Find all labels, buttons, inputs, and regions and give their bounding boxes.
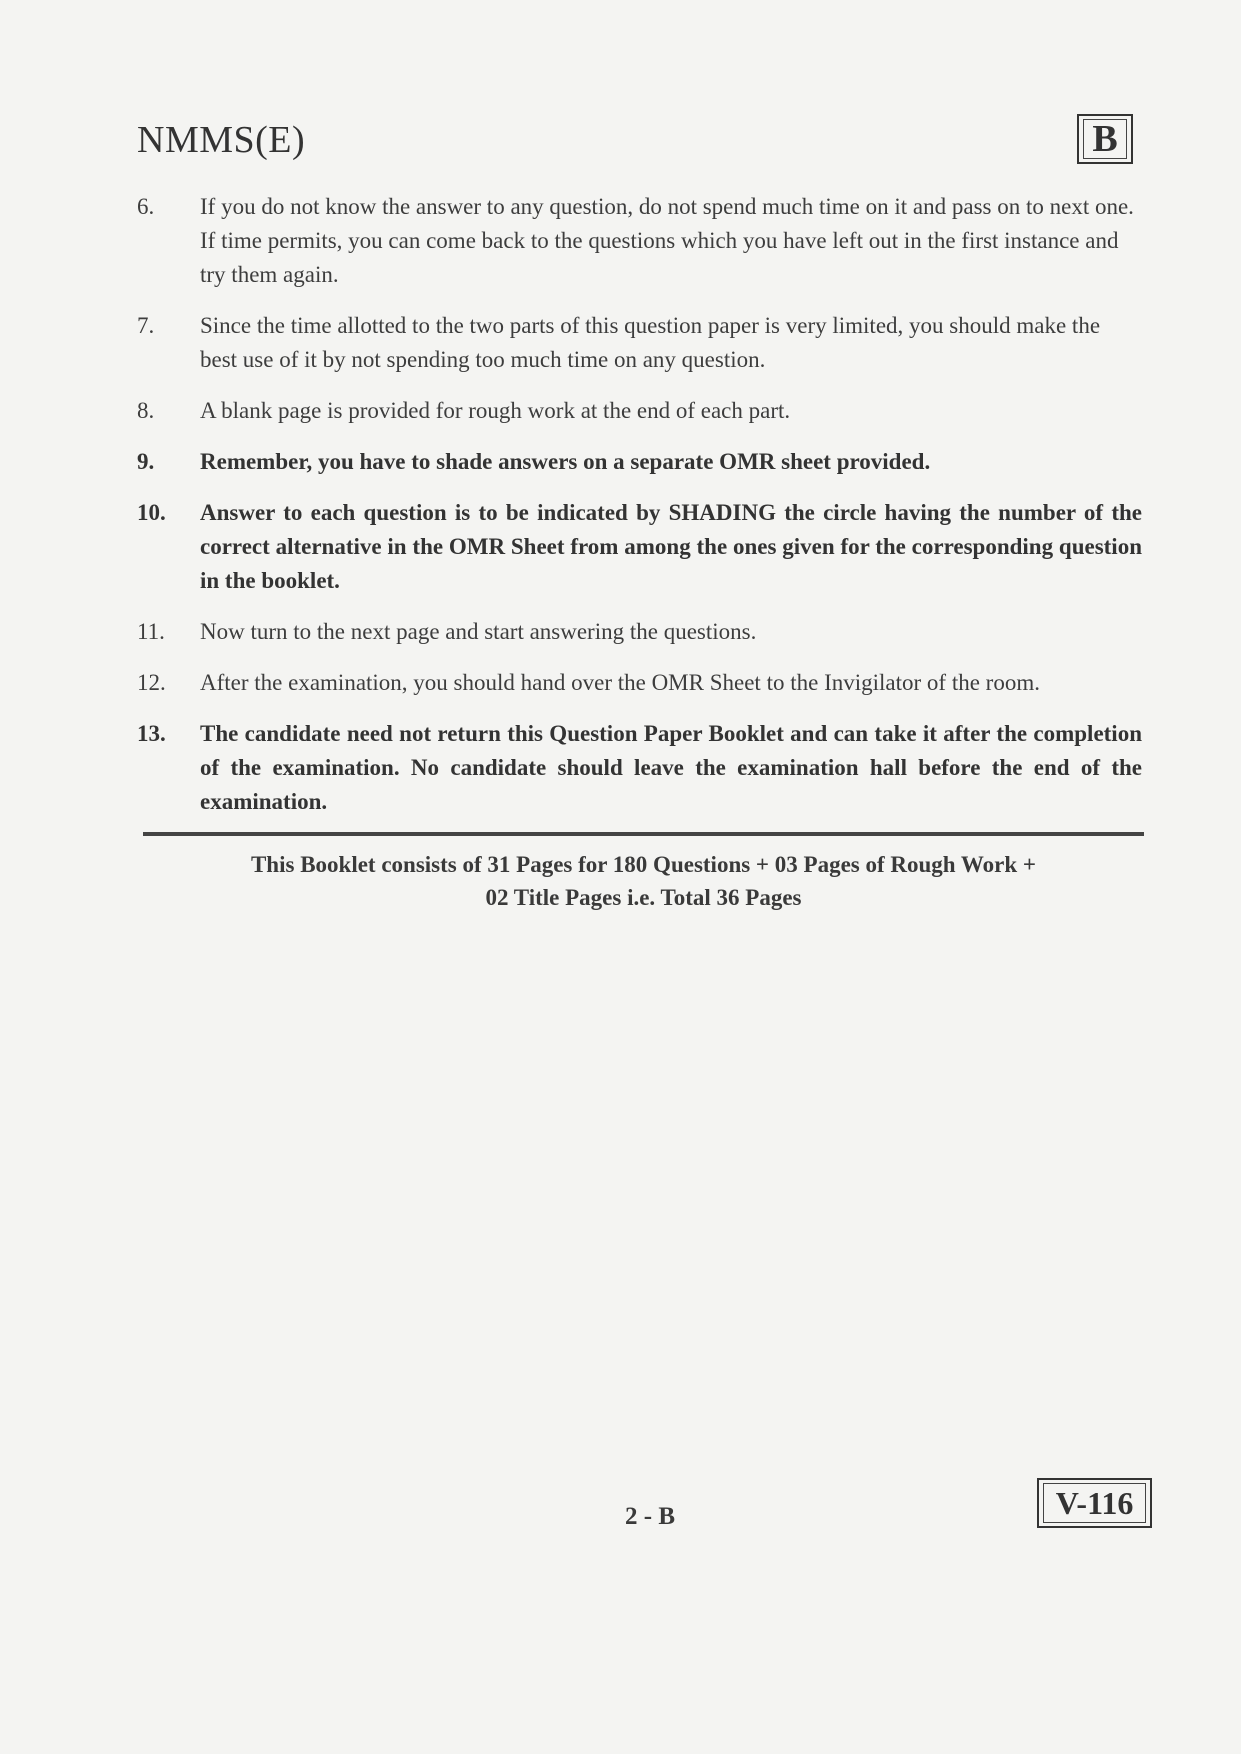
set-code-label: B xyxy=(1083,119,1127,159)
instruction-number: 8. xyxy=(137,398,155,423)
instruction-number: 10. xyxy=(137,500,166,525)
instruction-text: The candidate need not return this Question Paper Booklet and can take it after the completion of the examination. No candidate should leave the examination hall before the end of the examination. xyxy=(200,721,1142,814)
instruction-text: Remember, you have to shade answers on a separate OMR sheet provided. xyxy=(200,449,931,474)
instruction-text: After the examination, you should hand over the OMR Sheet to the Invigilator of the room. xyxy=(200,670,1040,695)
instruction-item xyxy=(137,496,1142,598)
instruction-item xyxy=(137,666,1142,700)
instruction-text: Now turn to the next page and start answering the questions. xyxy=(200,619,757,644)
instruction-item xyxy=(137,615,1142,649)
page-title: NMMS(E) xyxy=(137,119,306,161)
instruction-number: 11. xyxy=(137,619,165,644)
instruction-text: Answer to each question is to be indicated by SHADING the circle having the number of the correct alternative in the OMR Sheet from among the ones given for the corresponding question in the booklet. xyxy=(200,500,1142,593)
instruction-number: 6. xyxy=(137,194,155,219)
instruction-number: 9. xyxy=(137,449,155,474)
instruction-text: Since the time allotted to the two parts of this question paper is very limited, you should make the best use of it by not spending too much time on any question. xyxy=(200,313,1101,372)
paper-code-box xyxy=(1037,1478,1152,1528)
instruction-number: 7. xyxy=(137,313,155,338)
instruction-item xyxy=(137,445,1142,479)
instruction-text: A blank page is provided for rough work at the end of each part. xyxy=(200,398,791,423)
instruction-item xyxy=(137,309,1142,377)
page-number: 2 - B xyxy=(625,1503,675,1530)
set-code-box xyxy=(1077,114,1133,164)
instruction-number: 13. xyxy=(137,721,166,746)
instruction-text: If you do not know the answer to any question, do not spend much time on it and pass on to next one. If time permits, you can come back to the questions which you have left out in the first instance and try them again. xyxy=(200,194,1134,287)
paper-code-label: V-116 xyxy=(1043,1483,1146,1523)
booklet-info-line-2: 02 Title Pages i.e. Total 36 Pages xyxy=(485,885,802,910)
instructions-list xyxy=(137,190,1142,836)
instruction-item xyxy=(137,717,1142,819)
instruction-item xyxy=(137,190,1142,292)
instruction-item xyxy=(137,394,1142,428)
section-divider xyxy=(143,832,1144,836)
booklet-info xyxy=(143,848,1144,914)
booklet-info-line-1: This Booklet consists of 31 Pages for 180 Questions + 03 Pages of Rough Work + xyxy=(250,852,1037,877)
instruction-number: 12. xyxy=(137,670,166,695)
